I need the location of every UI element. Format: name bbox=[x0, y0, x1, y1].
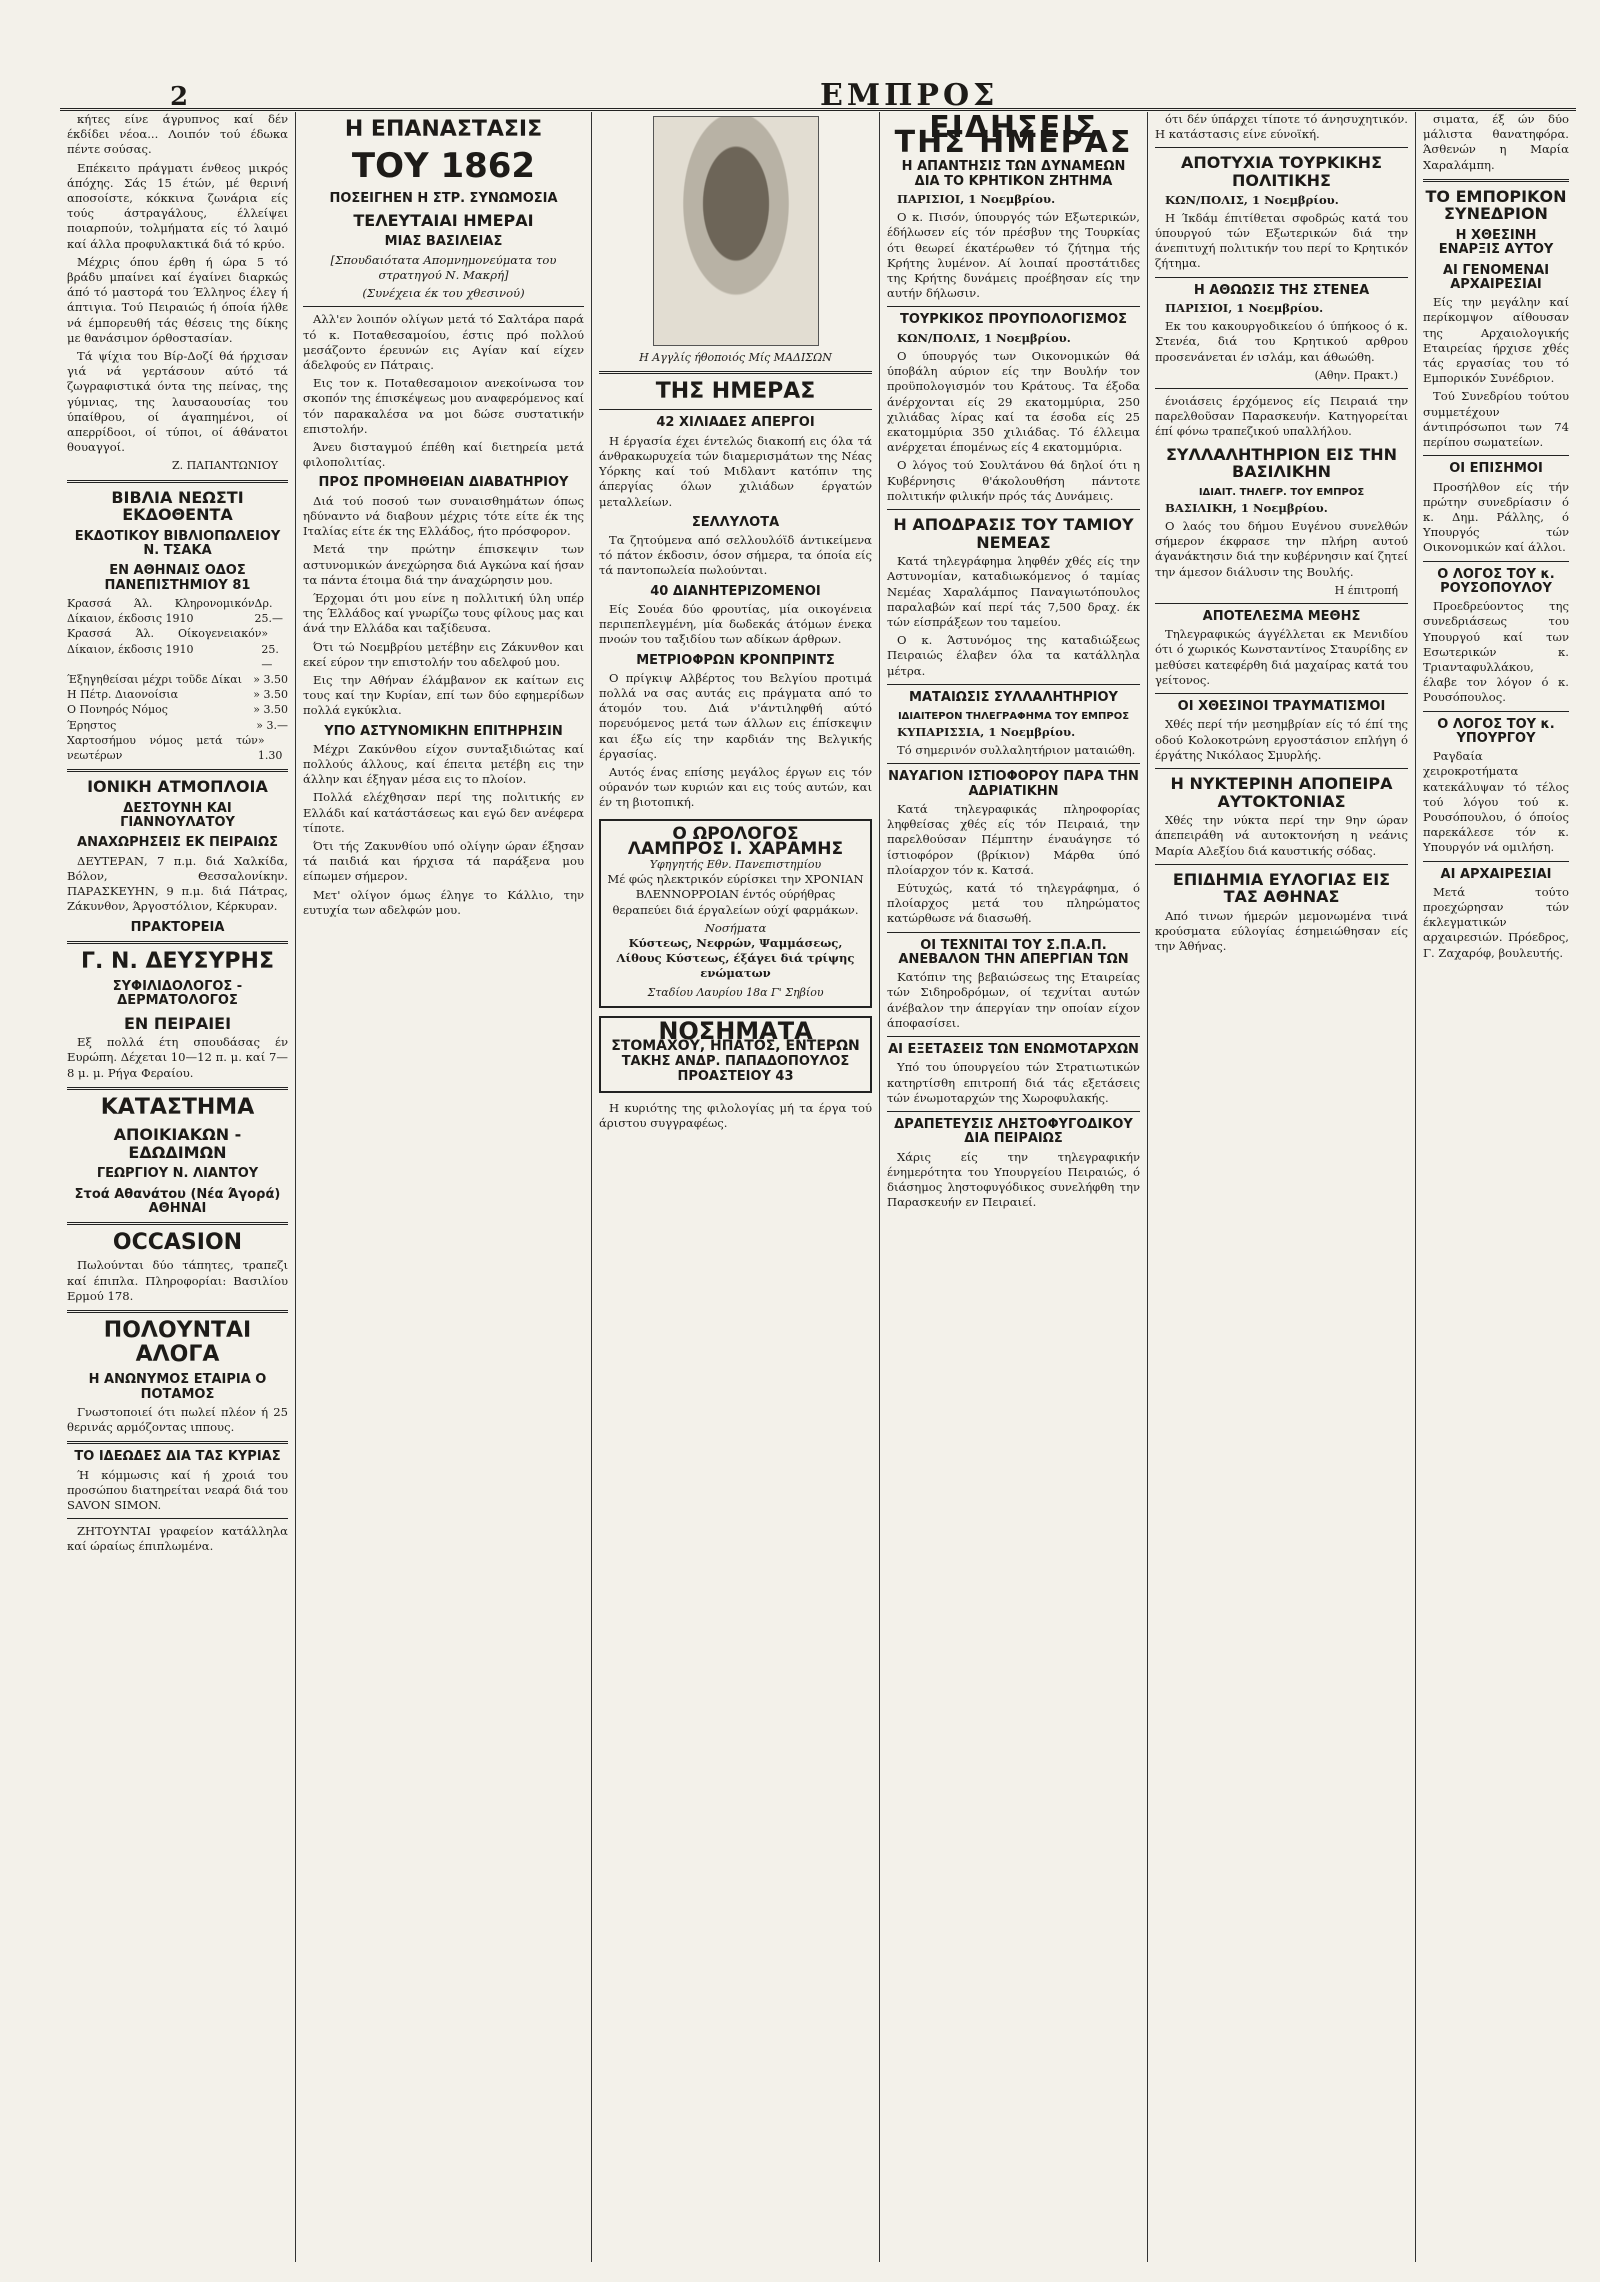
section-heading: ΤΗΣ ΗΜΕΡΑΣ bbox=[655, 379, 816, 405]
columns bbox=[60, 112, 1576, 2262]
doctor-ad bbox=[599, 819, 872, 1008]
section-heading: Ο ΛΟΓΟΣ ΤΟΥ κ. ΥΠΟΥΡΓΟΥ bbox=[1437, 716, 1555, 746]
article-title: ΤΟΥΡΚΙΚΟΣ ΠΡΟΥΠΟΛΟΓΙΣΜΟΣ bbox=[899, 312, 1128, 328]
ad-address: ΕΝ ΑΘΗΝΑΙΣ ΟΔΟΣ ΠΑΝΕΠΙΣΤΗΜΙΟΥ 81 bbox=[104, 563, 251, 593]
ad-text: Κύστεως, Νεφρών, Ψαμμάσεως, Λίθους Κύστεως, έξάγει διά τρίψης ενώματων bbox=[616, 936, 855, 981]
section-banner: ΕΙΔΗΣΕΙΣ ΤΗΣ ΗΜΕΡΑΣ bbox=[894, 112, 1133, 161]
article-text: κήτες είνε άγρυπνος καί δέν έκδίδει νέοα... Λοιπόν τού έδωκα πέντε σούσας. bbox=[67, 112, 288, 157]
column-2 bbox=[296, 112, 592, 2262]
source-credit: (Αθην. Πρακτ.) bbox=[1314, 368, 1398, 382]
article-title: ΟΙ ΤΕΧΝΙΤΑΙ ΤΟΥ Σ.Π.Α.Π. ΑΝΕΒΑΛΟΝ ΤΗΝ ΑΠΕΡΓΙΑΝ ΤΩΝ bbox=[898, 937, 1129, 967]
article-title: ΑΠΟΤΥΧΙΑ ΤΟΥΡΚΙΚΗΣ ΠΟΛΙΤΙΚΗΣ bbox=[1180, 153, 1382, 190]
article-text: Κατόπιν της βεβαιώσεως της Εταιρείας τών Σιδηροδρόμων, οί τεχνίται αυτών άνέβαλον την άπεργίαν την οποίαν είχον άποφασίσει. bbox=[887, 970, 1140, 1030]
article-title: ΔΡΑΠΕΤΕΥΣΙΣ ΛΗΣΤΟΦΥΓΟΔΙΚΟΥ ΔΙΑ ΠΕΙΡΑΙΩΣ bbox=[894, 1117, 1133, 1147]
article-text: Άνευ δισταγμού έπέθη καί διετηρεία μετά φιλοπολιτίας. bbox=[303, 440, 584, 470]
portrait-caption: Η Αγγλίς ήθοποιός Μίς ΜΑΔΙΣΩΝ bbox=[639, 351, 832, 364]
article-subtitle: ΙΔΙΑΙΤ. ΤΗΛΕΓΡ. ΤΟΥ ΕΜΠΡΟΣ bbox=[1198, 486, 1365, 498]
ad-subheading: ΔΕΣΤΟΥΝΗ ΚΑΙ ΓΙΑΝΝΟΥΛΑΤΟΥ bbox=[120, 800, 235, 831]
article-text: Από τινων ήμερών μεμονωμένα τινά κρούσματα εύλογίας έσημειώθησαν είς την Άθήνας. bbox=[1155, 908, 1408, 954]
ad-subheading: ΕΚΔΟΤΙΚΟΥ ΒΙΒΛΙΟΠΩΛΕΙΟΥ Ν. ΤΣΑΚΑ bbox=[74, 528, 281, 559]
ad-heading: ΙΟΝΙΚΗ ΑΤΜΟΠΛΟΙΑ bbox=[87, 777, 268, 797]
ad-heading: ΤΟ ΙΔΕΩΔΕΣ ΔΙΑ ΤΑΣ ΚΥΡΙΑΣ bbox=[74, 1449, 281, 1465]
dateline: ΚΥΠΑΡΙΣΣΙΑ, 1 Νοεμβρίου. bbox=[897, 725, 1076, 740]
article-text: Εύτυχώς, κατά τό τηλεγράφημα, ό πλοίαρχος μετά του πληρώματος κατώρθωσε νά διασωθή. bbox=[887, 881, 1140, 926]
item-heading: 40 ΔΙΑΝΗΤΕΡΙΖΟΜΕΝΟΙ bbox=[650, 583, 821, 599]
section-heading: Ο ΛΟΓΟΣ ΤΟΥ κ. ΡΟΥΣΟΠΟΥΛΟΥ bbox=[1437, 566, 1555, 596]
article-text: Μετ' ολίγον όμως έληγε το Κάλλιο, την ευτυχία των αδελφών μου. bbox=[303, 887, 584, 917]
article-title: ΤΟ ΕΜΠΟΡΙΚΟΝ ΣΥΝΕΔΡΙΟΝ bbox=[1425, 186, 1567, 224]
article-text: Προεδρεύοντος της συνεδριάσεως του Υπουργού καί των Εσωτερικών κ. Τριανταφυλλάκου, έλαβε τον λόγον ό κ. Ρουσόπουλος. bbox=[1423, 599, 1569, 705]
article-text: Η Ίκδάμ έπιτίθεται σφοδρώς κατά του ύπουργού τών Εξωτερικών διά την άνεπιτυχή πολιτικήν του περί το Κρητικόν ζήτημα. bbox=[1155, 210, 1408, 271]
ad-text: ΔΕΥΤΕΡΑΝ, 7 π.μ. διά Χαλκίδα, Βόλον, Θεσσαλονίκην. ΠΑΡΑΣΚΕΥΗΝ, 9 π.μ. διά Πάτρας, Ζάκυνθον, Άργοστόλιον, Κέρκυραν. bbox=[67, 853, 288, 914]
ad-line: ΕΝ ΠΕΙΡΑΙΕΙ bbox=[123, 1013, 232, 1033]
ad-name: ΛΑΜΠΡΟΣ Ι. ΧΑΡΑΜΗΣ bbox=[627, 838, 844, 859]
article-title: Η ΑΠΟΔΡΑΣΙΣ ΤΟΥ ΤΑΜΙΟΥ ΝΕΜΕΑΣ bbox=[893, 514, 1134, 552]
article-title: Η ΕΠΑΝΑΣΤΑΣΙΣ bbox=[344, 117, 543, 142]
ad-line: Νοσήματα bbox=[704, 920, 767, 935]
article-text: Επέκειτο πράγματι ένθεος μικρός άπόχης. Σάς 15 έτών, μέ θερινή αποσοίστε, κόκκινα ζωνάρια είς τούς άστραγάλους, έλλείψει ποιαρπούν, τολμήματα είς τό λαιμό καί άλλα προφυλακτικά διά τό κρύο. bbox=[67, 160, 288, 251]
article-subtitle: ΤΕΛΕΥΤΑΙΑΙ ΗΜΕΡΑΙ bbox=[353, 210, 534, 230]
article-text: Ο κ. Άστυνόμος της καταδιώξεως Πειραιώς έλαβεν όλα τα κατάλληλα μέτρα. bbox=[887, 633, 1140, 678]
article-text: Ο ύπουργός των Οικονομικών θά ύποβάλη αύριον είς την Βουλήν τον προϋπολογισμόν του Κράτους. Τα έξοδα άνέρχονται είς 29 εκατομμύρια, 250 χιλιάδας λίρας καί τα έσοδα είς 25 εκατομμύρια 350 χιλιάδας. Τό έλλειμα ανέρχεται έπομένως είς 4 εκατομμύρια. bbox=[887, 348, 1140, 455]
ad-address: Σταδίου Λαυρίου 18α Γ' Σηβίου bbox=[647, 985, 824, 999]
article-text: Μέχρις όπου έρθη ή ώρα 5 τό βράδυ μπαίνει καί έγαίνει διαρκώς άπό τό μαστορά του Έλληνος έλεγ ή άπτιγια. Τού Πειραιώς ή όποία ήλθε νά έμπορευθή τάς θέσεις της δίκης με θανάσιμον όρθοστασίαν. bbox=[67, 254, 288, 345]
dateline: ΒΑΣΙΛΙΚΗ, 1 Νοεμβρίου. bbox=[1165, 500, 1328, 515]
article-title: Η ΑΘΩΩΣΙΣ ΤΗΣ ΣΤΕΝΕΑ bbox=[1193, 282, 1370, 298]
article-subtitle: ΠΟΣΕΙΓΗΕΝ Η ΣΤΡ. ΣΥΝΩΜΟΣΙΑ bbox=[329, 190, 558, 206]
item-heading: ΜΕΤΡΙΟΦΡΩΝ ΚΡΟΝΠΡΙΝΤΣ bbox=[636, 652, 835, 668]
article-text: Εις τον κ. Ποταθεσαμοιον ανεκοίνωσα τον σκοπόν της έπισκέψεως μου αναφερόμενος καί τόν παρακαλέσα να μοι δώσε συστατικήν επιστολήν. bbox=[303, 376, 584, 436]
book-item: Η Πέτρ. Διαονοίσια » 3.50 bbox=[67, 688, 288, 702]
dateline: ΚΩΝ/ΠΟΛΙΣ, 1 Νοεμβρίου. bbox=[1165, 192, 1339, 207]
section-heading: ΑΙ ΑΡΧΑΙΡΕΣΙΑΙ bbox=[1440, 866, 1552, 882]
article-subtitle: ΜΙΑΣ ΒΑΣΙΛΕΙΑΣ bbox=[384, 234, 503, 250]
book-item: Ο Πονηρός Νόμος » 3.50 bbox=[67, 703, 288, 717]
section-heading: ΥΠΟ ΑΣΤΥΝΟΜΙΚΗΝ ΕΠΙΤΗΡΗΣΙΝ bbox=[324, 723, 563, 739]
article-title: Η ΝΥΚΤΕΡΙΝΗ ΑΠΟΠΕΙΡΑ ΑΥΤΟΚΤΟΝΙΑΣ bbox=[1170, 773, 1393, 811]
book-item: Έρηστος » 3.— bbox=[67, 718, 288, 732]
book-item: Έξηγηθείσαι μέχρι τοῦδε Δίκαι » 3.50 bbox=[67, 673, 288, 687]
ad-heading: ΚΑΤΑΣΤΗΜΑ bbox=[100, 1094, 255, 1120]
article-text: Εις την Αθήναν έλάμβανον εκ καίτων εις τους καί την Κυρίαν, επί των δύο εφημερίδων πολλά εγκύκλια. bbox=[303, 672, 584, 718]
article-text: Τηλεγραφικώς άγγέλλεται εκ Μενιδίου ότι ό χωρικός Κωνσταντίνος Σταυρίδης εν μεθύσει κατεφέρθη διά μαχαίρας κατά του γείτονος. bbox=[1155, 627, 1408, 687]
section-heading: ΠΡΟΣ ΠΡΟΜΗΘΕΙΑΝ ΔΙΑΒΑΤΗΡΙΟΥ bbox=[318, 475, 569, 491]
article-title: ΟΙ ΧΘΕΣΙΝΟΙ ΤΡΑΥΜΑΤΙΣΜΟΙ bbox=[1177, 699, 1386, 715]
ad-text: Μέ φώς ηλεκτρικόν εύρίσκει την ΧΡΟΝΙΑΝ ΒΛΕΝΝΟΡΡΟΙΑΝ έντός ούρήθρας θεραπεύει διά έργαλείων ούχί φαρμάκων. bbox=[607, 872, 864, 917]
ad-line: ΓΕΩΡΓΙΟΥ Ν. ΛΙΑΝΤΟΥ bbox=[96, 1166, 259, 1182]
doctor-ad bbox=[599, 1016, 872, 1093]
article-title: Η ΑΠΑΝΤΗΣΙΣ ΤΩΝ ΔΥΝΑΜΕΩΝ ΔΙΑ ΤΟ ΚΡΗΤΙΚΟΝ ΖΗΤΗΜΑ bbox=[901, 159, 1126, 189]
ad-text: Ή κόμμωσις καί ή χροιά του προσώπου διατηρείται νεαρά διά του SAVON SIMON. bbox=[67, 1467, 288, 1512]
ad-subheading: Η ΑΝΩΝΥΜΟΣ ΕΤΑΙΡΙΑ Ο ΠΟΤΑΜΟΣ bbox=[88, 1372, 267, 1402]
article-text: Υπό του ύπουργείου τών Στρατιωτικών κατηρτίσθη επιτροπή διά τάς εξετάσεις τών ένωμοταρχών της Χωροφυλακής. bbox=[887, 1060, 1140, 1105]
item-heading: 42 ΧΙΛΙΑΔΕΣ ΑΠΕΡΓΟΙ bbox=[656, 415, 815, 431]
article-text: Προσήλθον είς τήν πρώτην συνεδρίασιν ό κ. Δημ. Ράλλης, ό Υπουργός τών Οικονομικών καί άλλοι. bbox=[1423, 479, 1569, 555]
divider bbox=[67, 480, 288, 483]
column-3 bbox=[592, 112, 880, 2262]
article-note: [Σπουδαιότατα Απομνημονεύματα του στρατηγού Ν. Μακρή] bbox=[330, 252, 557, 282]
ad-name: ΤΑΚΗΣ ΑΝΔΡ. ΠΑΠΑΔΟΠΟΥΛΟΣ bbox=[621, 1054, 850, 1070]
newspaper-name: ΕΜΠΡΟΣ bbox=[820, 78, 999, 113]
article-text: Αλλ'εν λοιπόν ολίγων μετά τό Σαλτάρα παρά τό κ. Ποταθεσαμοίου, έστις πρό πολλού μεσάζοντο έρευνών εις Αγίαν καί είχεν άδελφούς εν Πάτραις. bbox=[303, 312, 584, 372]
article-text: Τό σημερινόν συλλαλητήριον ματαιώθη. bbox=[897, 743, 1136, 758]
article-text: ότι δέν ύπάρχει τίποτε τό άνησυχητικόν. Η κατάστασις είνε εύνοϊκή. bbox=[1155, 112, 1408, 142]
article-text: Τά ψίχια του Βίρ-Δοζί θά ήρχισαν γιά νά γερτάσουν αύτό τά ζωγραφιστικά όντα της πείνας, της γύμνιας, της λαυσαουσίας του ύπαίθρου, οί άγαπημένοι, οί απερρίδοοι, οί τύποι, οί άθάνατοι θουαγγοί. bbox=[67, 349, 288, 455]
article-text: Εκ του κακουργοδικείου ό ύπήκοος ό κ. Στενέα, διά του Κρητικού αρθρου προσενάνεται έν ισλάμ, και άθωώθη. bbox=[1155, 319, 1408, 364]
article-text: Τα ζητούμενα από σελλουλόϊδ άντικείμενα τό πάτον έκδοσιν, όσον σήμερα, τα όποία είς τά παντοπωλεία πωλούνται. bbox=[599, 533, 872, 578]
page-number: 2 bbox=[170, 82, 189, 112]
article-text: Αυτός ένας επίσης μεγάλος έργων εις τόν ούρανόν των κυριών και εις τούς αυτών, και έν τη βιοτοπική. bbox=[599, 765, 872, 810]
article-text: Κατά τηλεγράφημα ληφθέν χθές είς την Αστυνομίαν, καταδιωκόμενος ό ταμίας Νεμέας Χαραλάμπος Παναγιωτόπουλος παραλαβών καί περί τάς 7,500 δραχ. έκ τών είσπράξεων του ταμείου. bbox=[887, 554, 1140, 629]
dateline: ΠΑΡΙΣΙΟΙ, 1 Νοεμβρίου. bbox=[1165, 300, 1324, 315]
ad-address: Στοά Αθανάτου (Νέα Άγορά) ΑΘΗΝΑΙ bbox=[74, 1186, 281, 1216]
ad-heading: ΠΟΛΟΥΝΤΑΙ ΑΛΟΓΑ bbox=[103, 1317, 252, 1368]
article-title: ΑΙ ΕΞΕΤΑΣΕΙΣ ΤΩΝ ΕΝΩΜΟΤΑΡΧΩΝ bbox=[888, 1042, 1139, 1058]
item-heading: ΣΕΛΛΥΛΟΤΑ bbox=[691, 514, 780, 530]
article-title: ΑΠΟΤΕΛΕΣΜΑ ΜΕΘΗΣ bbox=[1202, 608, 1361, 624]
article-title-year: ΤΟΥ 1862 bbox=[351, 146, 536, 187]
book-item: Κρασσά Άλ. Κληρονομικόν Δίκαιον, έκδοσις 1910 Δρ. 25.— bbox=[67, 597, 284, 626]
book-list bbox=[67, 596, 288, 763]
article-text: Είς την μεγάλην καί περίκομψον αίθουσαν της Αρχαιολογικής Εταιρείας ήρχισε χθές τάς εργασίας του τό Εμπορικόν Συνέδριον. bbox=[1423, 295, 1569, 386]
ad-text: ΖΗΤΟΥΝΤΑΙ γραφείον κατάλληλα καί ώραίως έπιπλωμένα. bbox=[67, 1524, 288, 1554]
article-text: Μέχρι Ζακύνθου είχον συνταξιδιώτας καί πολλούς άλλους, καί έπειτα μετέβη εις την άλλην και έξηγαν μέσα εις το πλοίον. bbox=[303, 741, 584, 787]
ad-heading: Ο ΩΡΟΛΟΓΟΣ bbox=[672, 823, 799, 844]
ad-subheading: ΣΤΟΜΑΧΟΥ, ΗΠΑΤΟΣ, ΕΝΤΕΡΩΝ bbox=[611, 1038, 860, 1055]
article-text: Ότι τής Ζακυνθίου υπό ολίγην ώραν έξησαν τά παιδιά και ήρχισα τά παράξενα μου είπωμεν σήμερον. bbox=[303, 839, 584, 884]
masthead bbox=[60, 78, 1576, 113]
column-4 bbox=[880, 112, 1148, 2262]
ad-heading: OCCASION bbox=[112, 1230, 243, 1256]
ad-line: ΑΝΑΧΩΡΗΣΕΙΣ ΕΚ ΠΕΙΡΑΙΩΣ bbox=[77, 835, 278, 851]
ad-role: Υφηγητής Εθν. Πανεπιστημίου bbox=[649, 858, 822, 872]
ad-subheading: ΑΠΟΙΚΙΑΚΩΝ - ΕΔΩΔΙΜΩΝ bbox=[113, 1125, 242, 1162]
article-subtitle: ΑΙ ΓΕΝΟΜΕΝΑΙ ΑΡΧΑΙΡΕΣΙΑΙ bbox=[1442, 262, 1550, 292]
section-heading: ΟΙ ΕΠΙΣΗΜΟΙ bbox=[1449, 461, 1543, 477]
author-signature: Ζ. ΠΑΠΑΝΤΩΝΙΟΥ bbox=[171, 459, 278, 473]
article-subtitle: ΙΔΙΑΙΤΕΡΟΝ ΤΗΛΕΓΡΑΦΗΜΑ ΤΟΥ ΕΜΠΡΟΣ bbox=[897, 711, 1130, 723]
article-text: Χθές την νύκτα περί την 9ην ώραν άπεπειράθη νά αυτοκτονήση η νεάνις Μαρία Αλεξίου διά καυστικής σόδας. bbox=[1155, 813, 1408, 858]
article-text: Έρχομαι ότι μου είνε η πολλιτική ύλη υπέρ της Έλλάδος καί γνωρίζω τους φίλους μας και άνά την Ελλάδα και ταξίδευσα. bbox=[303, 590, 584, 636]
article-title: ΝΑΥΑΓΙΟΝ ΙΣΤΙΟΦΟΡΟΥ ΠΑΡΑ ΤΗΝ ΑΔΡΙΑΤΙΚΗΝ bbox=[888, 769, 1139, 799]
ad-heading: ΝΟΣΗΜΑΤΑ bbox=[658, 1016, 813, 1045]
article-text: Η έργασία έχει έντελώς διακοπή εις όλα τά άνθρακωρυχεία τών διαμερισμάτων της Νέας Υόρκης καί τού Μιδλαντ κατόπιν της άπεργίας όλων χιλιάδων έργατών μεταλλείων. bbox=[599, 433, 872, 509]
article-text: Χθές περί τήν μεσημβρίαν είς τό έπί της οδού Κολοκοτρώνη εργοστάσιον επλήγη ό έργάτης Νικόλαος Σμυρλής. bbox=[1155, 717, 1408, 762]
article-text: Τού Συνεδρίου τούτου συμμετέχουν άντιπρόσωποι των 74 περίπου σωματείων. bbox=[1423, 389, 1569, 450]
column-6 bbox=[1416, 112, 1576, 2262]
article-text: Χάρις είς την τηλεγραφικήν ένημερότητα του Υπουργείου Πειραιώς, ό διάσημος ληστοφυγόδικος συνελήφθη την Παρασκευήν εν Πειραιεί. bbox=[887, 1149, 1140, 1210]
article-text: Διά τού ποσού των συναισθημάτων όπως ηδύναντο νά διαβουν μέχρις τότε είτε έκ της Ιταλίας είτε έκ της Ελλάδος, ήτο πρόσφορον. bbox=[303, 493, 584, 539]
book-item: Κρασσά Άλ. Οίκογενειακόν Δίκαιον, έκδοσις 1910 » 25.— bbox=[67, 627, 279, 671]
article-title: ΣΥΛΛΑΛΗΤΗΡΙΟΝ ΕΙΣ ΤΗΝ ΒΑΣΙΛΙΚΗΝ bbox=[1165, 444, 1398, 482]
article-text: σιματα, έξ ών δύο μάλιστα θανατηφόρα. Άσθενών η Μαρία Χαραλάμπη. bbox=[1423, 112, 1569, 172]
ad-text: Εξ πολλά έτη σπουδάσας έν Ευρώπη. Δέχεται 10—12 π. μ. καί 7—8 μ. μ. Ρήγα Φεραίου. bbox=[67, 1035, 288, 1080]
ad-subheading: ΣΥΦΙΛΙΔΟΛΟΓΟΣ - ΔΕΡΜΑΤΟΛΟΓΟΣ bbox=[112, 979, 243, 1009]
article-text: Ο λόγος τού Σουλτάνου θά δηλοί ότι η Κυβέρνησις θ'άκολουθήση πάντοτε πολιτικήν φιλικήν πρός τάς Δυνάμεις. bbox=[887, 458, 1140, 503]
dateline: ΠΑΡΙΣΙΟΙ, 1 Νοεμβρίου. bbox=[897, 192, 1056, 206]
article-subtitle: Η ΧΘΕΣΙΝΗ ΕΝΑΡΞΙΣ ΑΥΤΟΥ bbox=[1438, 228, 1554, 258]
column-5 bbox=[1148, 112, 1416, 2262]
signature: Η έπιτροπή bbox=[1334, 583, 1398, 597]
article-text: Ο κ. Πισόν, ύπουργός τών Εξωτερικών, έδήλωσεν είς τόν πρέσβυν της Τουρκίας ότι θεωρεί έκατέρωθεν τό ζήτημα τής Κρήτης λυμένον. Αί λοιπαί προστάτιδες της Κρήτης δυνάμεις προέβησαν είς την αυτήν δήλωσιν. bbox=[887, 210, 1140, 301]
article-title: ΕΠΙΔΗΜΙΑ ΕΥΛΟΓΙΑΣ ΕΙΣ ΤΑΣ ΑΘΗΝΑΣ bbox=[1172, 869, 1391, 907]
article-text: Πολλά ελέχθησαν περί της πολιτικής εν Ελλάδι καί κατάστάσεως και εγώ δεν ανέφερα τίποτε. bbox=[303, 790, 584, 835]
ad-address: ΠΡΟΑΣΤΕΙΟΥ 43 bbox=[677, 1069, 794, 1085]
article-text: Μετά την πρώτην έπισκεψιν των αστυνομικών άνεχώρησα διά Αγκώνα καί ήσαν τα πάντα έτοιμα διά την άναχώρησιν μου. bbox=[303, 542, 584, 587]
ad-line: ΠΡΑΚΤΟΡΕΙΑ bbox=[130, 919, 225, 935]
ad-text: Πωλούνται δύο τάπητες, τραπεζι καί έπιπλα. Πληροφορίαι: Βασιλίου Ερμού 178. bbox=[67, 1258, 288, 1303]
ad-heading: ΒΙΒΛΙΑ ΝΕΩΣΤΙ ΕΚΔΟΘΕΝΤΑ bbox=[111, 487, 244, 525]
column-1 bbox=[60, 112, 296, 2262]
article-text: Κατά τηλεγραφικάς πληροφορίας ληφθείσας χθές είς τόν Πειραιά, την παρελθούσαν Πέμπτην έναυάγησε τό ίστιοφόρον (βρίκιον) Μάρθα ύπό πλοίαρχον τόν κ. Κατσά. bbox=[887, 802, 1140, 877]
article-text: ένοιάσεις έρχόμενος είς Πειραιά την παρελθοῦσαν Παρασκευήν. Κατηγορείται έπί φόνω τραπεζικού υπαλλήλου. bbox=[1155, 393, 1408, 439]
article-title: ΜΑΤΑΙΩΣΙΣ ΣΥΛΛΑΛΗΤΗΡΙΟΥ bbox=[909, 689, 1118, 705]
ad-text: Γνωστοποιεί ότι πωλεί πλέον ή 25 θερινάς αρμόζοντας ιππους. bbox=[67, 1404, 288, 1435]
article-text: Ο λαός του δήμου Ευγένου συνελθών σήμερον έκφρασε την πλήρη αυτού άγανάκτησιν διά την κυβέρνησιν καί ζητεί την άμεσον διάλυσιν της Βουλής. bbox=[1155, 518, 1408, 579]
book-item: Χαρτοσήμου νόμος μετά τών νεωτέρων » 1.30 bbox=[67, 733, 283, 763]
ad-heading: Γ. Ν. ΔΕΥΣΥΡΗΣ bbox=[81, 948, 274, 974]
article-text: Η κυριότης της φιλολογίας μή τα έργα τού άριστου συγγραφέως. bbox=[599, 1100, 872, 1130]
dateline: ΚΩΝ/ΠΟΛΙΣ, 1 Νοεμβρίου. bbox=[897, 330, 1071, 345]
article-text: Ραγδαία χειροκροτήματα κατεκάλυψαν τό τέλος τού λόγου τού κ. Ρουσόπουλου, ό όποίος παρεκάλεσε τόν κ. Υπουργόν νά ομιλήση. bbox=[1423, 749, 1569, 855]
article-text: Ο πρίγκιψ Αλβέρτος του Βελγίου προτιμά πολλά να σας αυτάς εις πράγματα από το άτομόν του. Διά ν'άντιληφθή αύτό πορευόμενος μετά των άλλων εις έπίσκεψιν και έξω είς την καρδιάν της Βελγικής έργασίας. bbox=[599, 670, 872, 761]
article-text: Ότι τώ Νοεμβρίου μετέβην εις Ζάκυνθον και εκεί εύρον την επιστολήν του αδελφού μου. bbox=[303, 639, 584, 669]
article-text: Είς Σουέα δύο φρουτίας, μία οικογένεια περιπεπλεγμένη, μία δωδεκάς άτόμων ένεκα πνοών του ταξιδίου των αδίκων άρθρων. bbox=[599, 601, 872, 647]
portrait-illustration bbox=[653, 116, 819, 346]
article-text: Μετά τούτο προεχώρησαν τών έκλεγματικών αρχαιρεσιών. Πρόεδρος, Γ. Ζαχαρόφ, βουλευτής. bbox=[1423, 884, 1569, 960]
continuation-note: (Συνέχεια έκ του χθεσινού) bbox=[362, 286, 525, 301]
